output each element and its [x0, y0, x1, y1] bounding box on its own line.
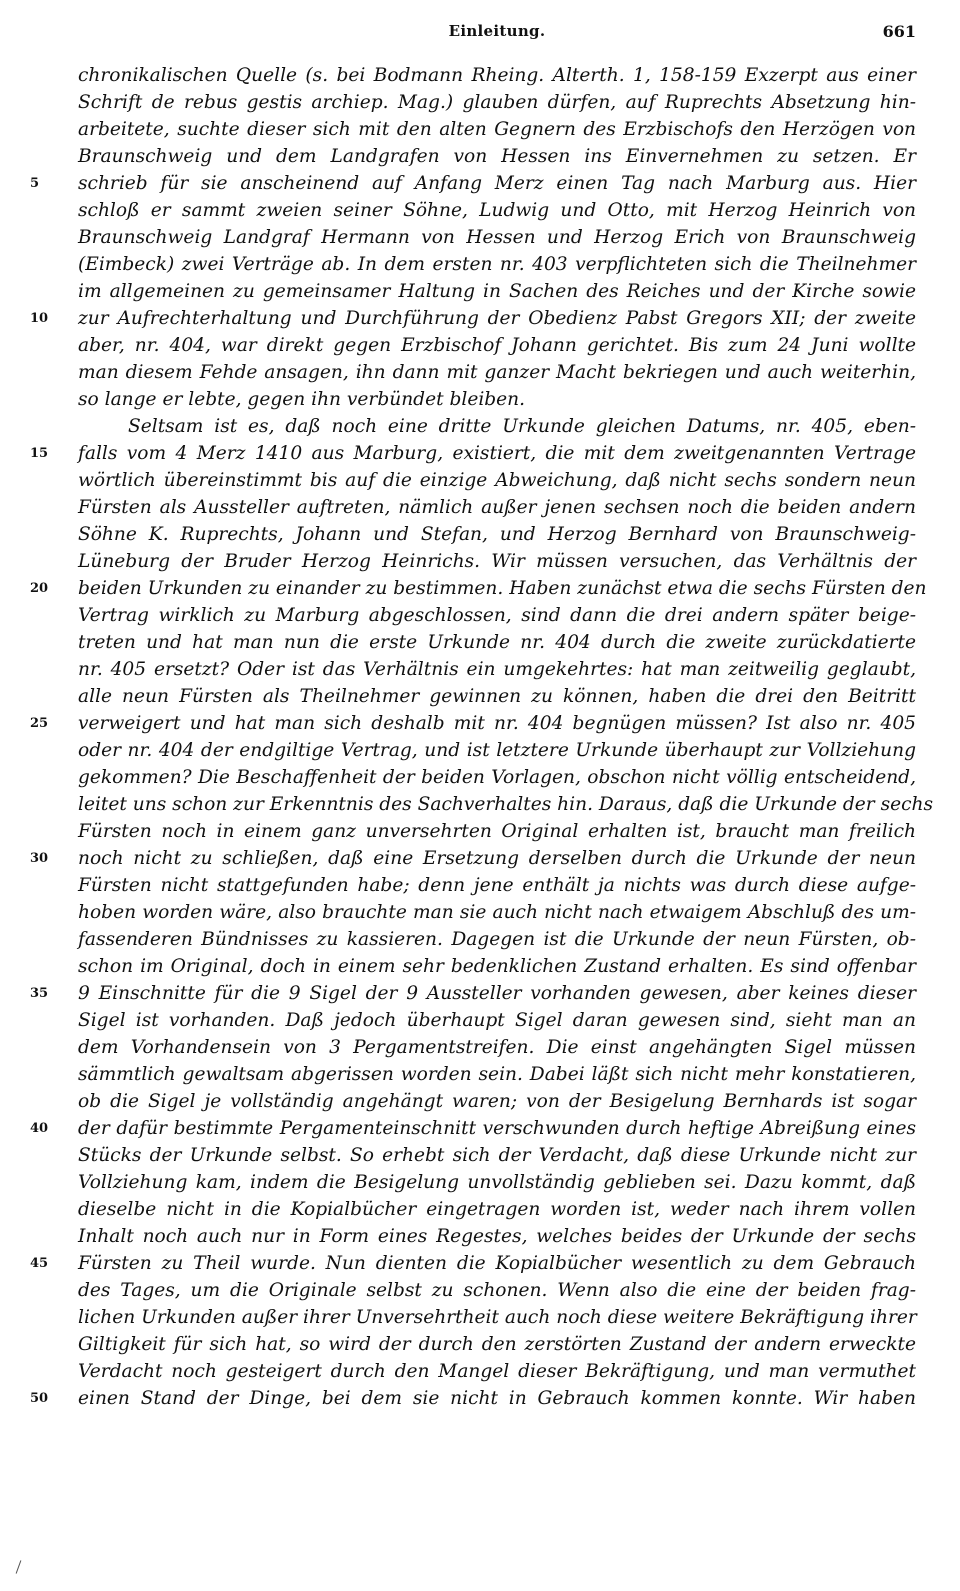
- text-line: (Eimbeck) zwei Verträge ab. In dem ersten nr. 403 verpflichteten sich die Theilnehmer: [78, 254, 916, 275]
- text-line: lichen Urkunden außer ihrer Unversehrtheit auch noch diese weitere Bekräftigung ihrer: [78, 1307, 917, 1328]
- text-line: verweigert und hat man sich deshalb mit nr. 404 begnügen müssen? Ist also nr. 405: [78, 713, 916, 734]
- text-line: Söhne K. Ruprechts, Johann und Stefan, und Herzog Bernhard von Braunschweig-: [78, 524, 916, 545]
- text-line: 9 Einschnitte für die 9 Sigel der 9 Aussteller vorhanden gewesen, aber keines dieser: [78, 983, 916, 1004]
- line-number: 20: [30, 581, 49, 596]
- text-line: Fürsten nicht stattgefunden habe; denn jene enthält ja nichts was durch diese aufge-: [78, 875, 916, 896]
- text-line: Lüneburg der Bruder Herzog Heinrichs. Wir müssen versuchen, das Verhältnis der: [78, 551, 916, 572]
- text-line: ob die Sigel je vollständig angehängt waren; von der Besigelung Bernhards ist sogar: [78, 1091, 916, 1112]
- text-line: arbeitete, suchte dieser sich mit den alten Gegnern des Erzbischofs den Herzögen von: [78, 119, 916, 140]
- text-line: des Tages, um die Originale selbst zu schonen. Wenn also die eine der beiden frag-: [78, 1280, 916, 1301]
- text-line: wörtlich übereinstimmt bis auf die einzige Abweichung, daß nicht sechs sondern neun: [78, 470, 916, 491]
- page-number: 661: [882, 22, 916, 41]
- text-line: Sigel ist vorhanden. Daß jedoch überhaupt Sigel daran gewesen sind, sieht man an: [78, 1010, 916, 1031]
- line-number: 35: [30, 986, 49, 1001]
- text-line: beiden Urkunden zu einander zu bestimmen. Haben zunächst etwa die sechs Fürsten den: [78, 578, 927, 599]
- text-line: falls vom 4 Merz 1410 aus Marburg, existiert, die mit dem zweitgenannten Vertrage: [78, 443, 916, 464]
- text-line: dem Vorhandensein von 3 Pergamentstreifen. Die einst angehängten Sigel müssen: [78, 1037, 916, 1058]
- text-line: treten und hat man nun die erste Urkunde nr. 404 durch die zweite zurückdatierte: [78, 632, 916, 653]
- text-line: Braunschweig Landgraf Hermann von Hessen und Herzog Erich von Braunschweig: [78, 227, 916, 248]
- text-line: Verdacht noch gesteigert durch den Mangel dieser Bekräftigung, und man vermuthet: [78, 1361, 916, 1382]
- text-line: man diesem Fehde ansagen, ihn dann mit ganzer Macht bekriegen und auch weiterhin,: [78, 362, 916, 383]
- text-line: schon im Original, doch in einem sehr bedenklichen Zustand erhalten. Es sind offenbar: [78, 956, 916, 977]
- running-title: Einleitung.: [448, 22, 546, 40]
- text-line: Braunschweig und dem Landgrafen von Hessen ins Einvernehmen zu setzen. Er: [78, 146, 916, 167]
- line-number: 5: [30, 176, 40, 191]
- page-header: [78, 22, 916, 44]
- text-line: im allgemeinen zu gemeinsamer Haltung in Sachen des Reiches und der Kirche sowie: [78, 281, 916, 302]
- text-line: zur Aufrechterhaltung und Durchführung der Obedienz Pabst Gregors XII; der zweite: [78, 308, 916, 329]
- text-line: Fürsten zu Theil wurde. Nun dienten die Kopialbücher wesentlich zu dem Gebrauch: [78, 1253, 916, 1274]
- line-number: 50: [30, 1391, 49, 1406]
- text-line: leitet uns schon zur Erkenntnis des Sachverhaltes hin. Daraus, daß die Urkunde der sechs: [78, 794, 934, 815]
- text-line: Schrift de rebus gestis archiep. Mag.) glauben dürfen, auf Ruprechts Absetzung hin-: [78, 92, 916, 113]
- text-line: oder nr. 404 der endgiltige Vertrag, und ist letztere Urkunde überhaupt zur Vollziehung: [78, 740, 916, 761]
- text-line: fassenderen Bündnisses zu kassieren. Dagegen ist die Urkunde der neun Fürsten, ob-: [78, 929, 916, 950]
- line-number: 40: [30, 1121, 49, 1136]
- text-line: alle neun Fürsten als Theilnehmer gewinnen zu können, haben die drei den Beitritt: [78, 686, 916, 707]
- text-line: Giltigkeit für sich hat, so wird der durch den zerstörten Zustand der andern erweckte: [78, 1334, 916, 1355]
- text-line: noch nicht zu schließen, daß eine Ersetzung derselben durch die Urkunde der neun: [78, 848, 916, 869]
- line-number: 25: [30, 716, 49, 731]
- text-line: schloß er sammt zweien seiner Söhne, Ludwig und Otto, mit Herzog Heinrich von: [78, 200, 916, 221]
- text-line: Fürsten noch in einem ganz unversehrten Original erhalten ist, braucht man freilich: [78, 821, 916, 842]
- text-line: Vollziehung kam, indem die Besigelung unvollständig geblieben sei. Dazu kommt, daß: [78, 1172, 916, 1193]
- text-line: gekommen? Die Beschaffenheit der beiden Vorlagen, obschon nicht völlig entscheidend,: [78, 767, 916, 788]
- text-line: schrieb für sie anscheinend auf Anfang Merz einen Tag nach Marburg aus. Hier: [78, 173, 916, 194]
- text-line: Vertrag wirklich zu Marburg abgeschlossen, sind dann die drei andern später beige-: [78, 605, 916, 626]
- text-line: Seltsam ist es, daß noch eine dritte Urkunde gleichen Datums, nr. 405, eben-: [128, 416, 916, 437]
- line-number: 30: [30, 851, 49, 866]
- text-line: einen Stand der Dinge, bei dem sie nicht in Gebrauch kommen konnte. Wir haben: [78, 1388, 916, 1409]
- text-line: Fürsten als Aussteller auftreten, nämlich außer jenen sechsen noch die beiden andern: [78, 497, 916, 518]
- text-line: aber, nr. 404, war direkt gegen Erzbischof Johann gerichtet. Bis zum 24 Juni wollte: [78, 335, 916, 356]
- text-line: chronikalischen Quelle (s. bei Bodmann Rheing. Alterth. 1, 158-159 Exzerpt aus einer: [78, 65, 916, 86]
- text-line: so lange er lebte, gegen ihn verbündet bleiben.: [78, 389, 526, 410]
- text-line: Stücks der Urkunde selbst. So erhebt sich der Verdacht, daß diese Urkunde nicht zur: [78, 1145, 916, 1166]
- text-line: der dafür bestimmte Pergamenteinschnitt verschwunden durch heftige Abreißung eines: [78, 1118, 916, 1139]
- text-line: dieselbe nicht in die Kopialbücher eingetragen worden ist, weder nach ihrem vollen: [78, 1199, 916, 1220]
- line-number: 15: [30, 446, 49, 461]
- line-number: 10: [30, 311, 49, 326]
- line-number: 45: [30, 1256, 49, 1271]
- text-line: sämmtlich gewaltsam abgerissen worden sein. Dabei läßt sich nicht mehr konstatieren,: [78, 1064, 916, 1085]
- text-line: Inhalt noch auch nur in Form eines Regestes, welches beides der Urkunde der sechs: [78, 1226, 916, 1247]
- text-line: nr. 405 ersetzt? Oder ist das Verhältnis ein umgekehrtes: hat man zeitweilig geglaubt,: [78, 659, 916, 680]
- scan-edge-mark: [16, 1560, 22, 1573]
- text-line: hoben worden wäre, also brauchte man sie auch nicht nach etwaigem Abschluß des um-: [78, 902, 916, 923]
